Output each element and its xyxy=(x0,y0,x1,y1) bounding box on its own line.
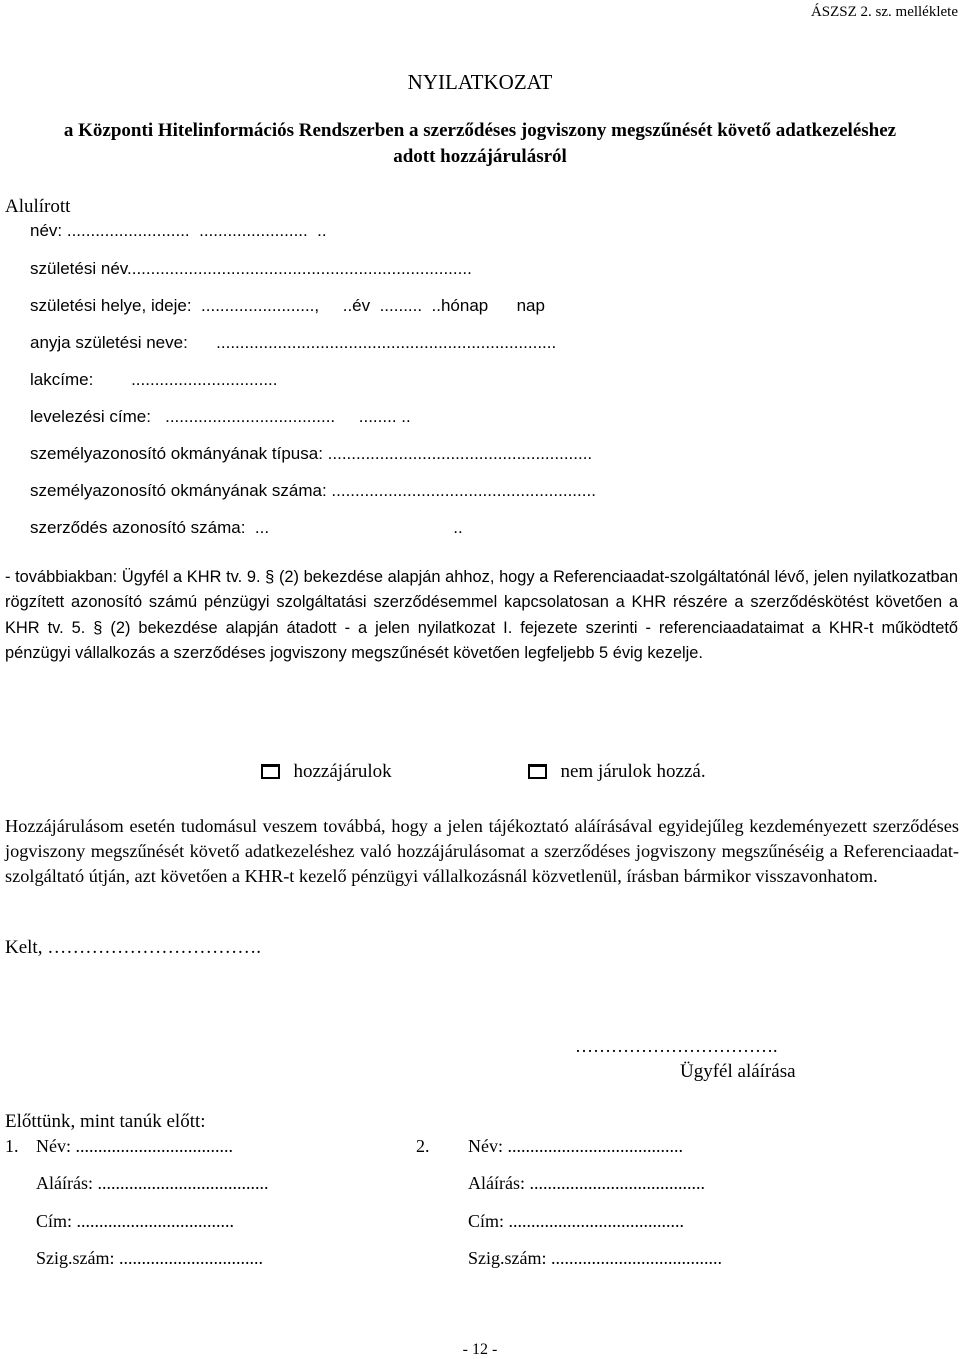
witness2-id: Szig.szám: ...................................... xyxy=(468,1248,722,1268)
address-field: lakcíme: ............................... xyxy=(30,370,349,389)
witness1-address: Cím: ................................... xyxy=(36,1211,235,1231)
consent-option[interactable] xyxy=(251,739,392,783)
witness1-number: 1. xyxy=(5,1136,19,1156)
notice-paragraph: Hozzájárulásom esetén tudomásul veszem továbbá, hogy a jelen tájékoztató aláírásával egyidejűleg kezdeményezett szerződéses jogviszony megszűnését követő adatkezeléshez való hozzájárulásomat a szerződéses jogviszony megszűnéséig a Referenciaadat-szolgáltató útján, azt követően a KHR-t kezelő pénzügyi vállalkozásnál közvetlenül, írásban bármikor visszavonhatom. xyxy=(5,816,959,886)
witness1-id: Szig.szám: ................................ xyxy=(36,1248,263,1268)
name-field: név: .......................... ....................... .. xyxy=(30,221,327,240)
witness2-number: 2. xyxy=(416,1136,430,1156)
birth-name-field: születési név......................................................................... xyxy=(30,259,515,278)
undersigned-label: Alulírott xyxy=(5,196,71,217)
contract-id-field: szerződés azonosító száma: ... .. xyxy=(30,518,463,537)
page-number: - 12 - xyxy=(462,1341,498,1358)
id-document-number-field: személyazonosító okmányának száma: ........................................................ xyxy=(30,481,596,500)
witness2-name: Név: ....................................... xyxy=(468,1136,683,1156)
document-subtitle-line2: adott hozzájárulásról xyxy=(393,146,567,167)
birth-place-date-field: születési helye, ideje: ........................, ..év ......... ..hónap nap xyxy=(30,296,545,315)
witness1-signature: Aláírás: ...................................... xyxy=(36,1173,269,1193)
no-consent-label: nem járulok hozzá. xyxy=(560,761,706,782)
witness2-address: Cím: ....................................... xyxy=(468,1211,685,1231)
id-document-type-field: személyazonosító okmányának típusa: ........................................................ xyxy=(30,444,593,463)
document-subtitle-line1: a Központi Hitelinformációs Rendszerben a szerződéses jogviszony megszűnését követő adatkezeléshez xyxy=(63,120,897,141)
declaration-paragraph: - továbbiakban: Ügyfél a KHR tv. 9. § (2) bekezdése alapján ahhoz, hogy a Referenciaadat-szolgáltatónál lévő, jelen nyilatkozatban rögzített azonosító számú pénzügyi szolgáltatási szerződésemmel kapcsolatosan a KHR részére a szerződéskötést követően a KHR tv. 5. § (2) bekezdése alapján átadott - a jelen nyilatkozat I. fejezete szerinti - referenciaadataimat a KHR-t működtető pénzügyi vállalkozás a szerződéses jogviszony megszűnését követően legfeljebb 5 évig kezelje. xyxy=(5,568,958,662)
no-consent-option[interactable] xyxy=(518,739,706,783)
mailing-address-field: levelezési címe: .................................... ........ .. xyxy=(30,407,411,426)
mother-name-field: anyja születési neve: ........................................................................ xyxy=(30,333,557,352)
witness1-name: Név: ................................... xyxy=(36,1136,233,1156)
annex-label: ÁSZSZ 2. sz. melléklete xyxy=(810,4,958,20)
consent-checkbox[interactable] xyxy=(261,764,280,779)
signature-dots: ……………………………. xyxy=(575,1036,778,1056)
dated-line: Kelt, ……………………………. xyxy=(5,937,261,958)
no-consent-checkbox[interactable] xyxy=(528,764,547,779)
witness2-signature: Aláírás: ....................................... xyxy=(468,1173,705,1193)
client-signature-label: Ügyfél aláírása xyxy=(680,1061,796,1082)
witnesses-heading: Előttünk, mint tanúk előtt: xyxy=(5,1111,206,1132)
consent-label: hozzájárulok xyxy=(293,761,392,782)
document-title: NYILATKOZAT xyxy=(407,70,553,94)
